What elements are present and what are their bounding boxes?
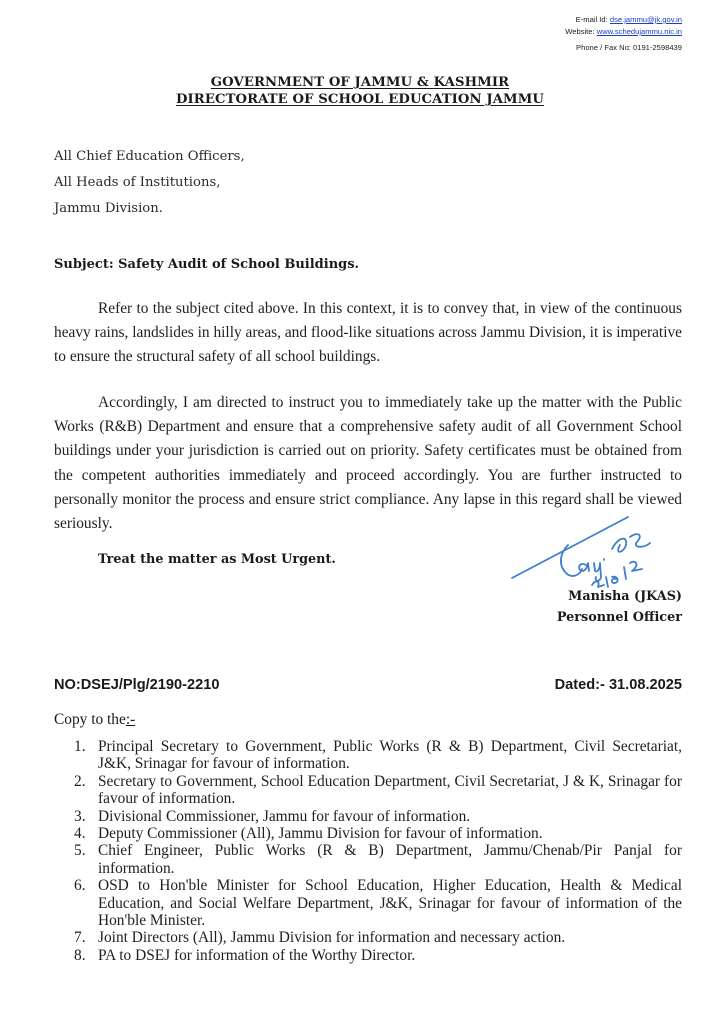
government-title: GOVERNMENT OF JAMMU & KASHMIR — [210, 75, 510, 90]
website-label: Website: — [565, 27, 597, 36]
email-label: E-mail Id: — [575, 15, 610, 24]
list-item — [74, 808, 682, 825]
list-item-number: 1. — [74, 738, 86, 755]
signature-stroke — [612, 577, 618, 583]
signer-designation: Personnel Officer — [556, 610, 682, 625]
list-item-number: 2. — [74, 772, 86, 790]
list-item-text: PA to DSEJ for information of the Worthy Director. — [98, 946, 416, 964]
list-item-number: 7. — [74, 929, 86, 947]
subject-line: Subject: Safety Audit of School Buildings. — [54, 257, 360, 272]
list-item-text: Deputy Commissioner (All), Jammu Division for favour of information. — [98, 825, 543, 843]
body-paragraph-2: Accordingly, I am directed to instruct you to immediately take up the matter with the Public Works (R&B) Department and ensure that a comprehensive safety audit of all Government School buildings under your jurisdiction is carried out on priority. Safety certificates must be obtained from the competent authorities immediately and proceed accordingly. You are further instructed to personally monitor the process and ensure strict compliance. Any lapse in this regard shall be viewed seriously. — [54, 394, 682, 533]
list-item-number: 8. — [74, 946, 86, 964]
signer-name: Manisha (JKAS) — [568, 589, 682, 604]
signature-stroke — [630, 534, 650, 547]
list-item-text: Chief Engineer, Public Works (R & B) Department, Jammu/Chenab/Pir Panjal for information. — [98, 842, 682, 877]
copy-to-suffix: :- — [125, 711, 136, 728]
urgent-note: Treat the matter as Most Urgent. — [98, 552, 336, 567]
body-paragraph-1: Refer to the subject cited above. In this context, it is to convey that, in view of the continuous heavy rains, landslides in hilly areas, and flood-like situations across Jammu Division, it is imperative to ensure the structural safety of all school buildings. — [54, 300, 682, 366]
list-item-number: 3. — [74, 807, 86, 825]
copy-to-text: Copy to the — [54, 711, 126, 728]
signature-stroke — [612, 539, 626, 552]
website-link[interactable]: www.schedujammu.nic.in — [596, 27, 682, 36]
contact-block — [565, 14, 682, 54]
copy-to-label — [54, 710, 135, 730]
list-item-number: 6. — [74, 877, 86, 895]
email-row — [565, 14, 682, 26]
signature-stroke — [579, 563, 589, 571]
signature-stroke — [512, 517, 628, 578]
signer-block — [557, 586, 682, 628]
signature-stroke — [630, 562, 642, 571]
addressee-line: Jammu Division. — [54, 201, 163, 216]
addressee-line: All Chief Education Officers, — [54, 149, 245, 164]
list-item — [74, 929, 682, 946]
signature-stroke — [594, 563, 601, 581]
signature-stroke — [561, 545, 582, 576]
list-item-number: 4. — [74, 825, 86, 843]
addressee-line: All Heads of Institutions, — [54, 175, 221, 190]
directorate-title: DIRECTORATE OF SCHOOL EDUCATION JAMMU — [175, 92, 545, 107]
list-item-number: 5. — [74, 842, 86, 860]
list-item-text: Divisional Commissioner, Jammu for favour of information. — [98, 807, 471, 825]
list-item — [74, 947, 682, 964]
list-item-text: Joint Directors (All), Jammu Division for information and necessary action. — [98, 929, 566, 947]
list-item-text: Secretary to Government, School Education Department, Civil Secretariat, J & K, Srinagar for favour of information. — [98, 772, 682, 808]
copy-to-list — [74, 738, 682, 964]
reference-number: NO:DSEJ/Plg/2190-2210 — [54, 677, 220, 693]
list-item-text: Principal Secretary to Government, Public Works (R & B) Department, Civil Secretariat, J&K, Srinagar for favour of information. — [98, 738, 682, 773]
list-item — [74, 877, 682, 929]
addressee-block — [54, 144, 245, 222]
website-row — [565, 26, 682, 38]
list-item — [74, 738, 682, 773]
signature-stroke — [624, 567, 626, 579]
reference-row — [54, 675, 682, 695]
letterhead — [0, 74, 720, 108]
list-item — [74, 842, 682, 877]
list-item — [74, 773, 682, 808]
phone-fax: Phone / Fax No: 0191-2598439 — [576, 43, 682, 52]
reference-date: Dated:- 31.08.2025 — [554, 677, 682, 693]
list-item — [74, 825, 682, 842]
list-item-text: OSD to Hon'ble Minister for School Education, Higher Education, Health & Medical Education, and Social Welfare Department, J&K, Srinagar for favour of information of the Hon'ble Minister. — [98, 877, 682, 930]
email-link[interactable]: dse.jammu@jk.gov.in — [609, 15, 682, 24]
